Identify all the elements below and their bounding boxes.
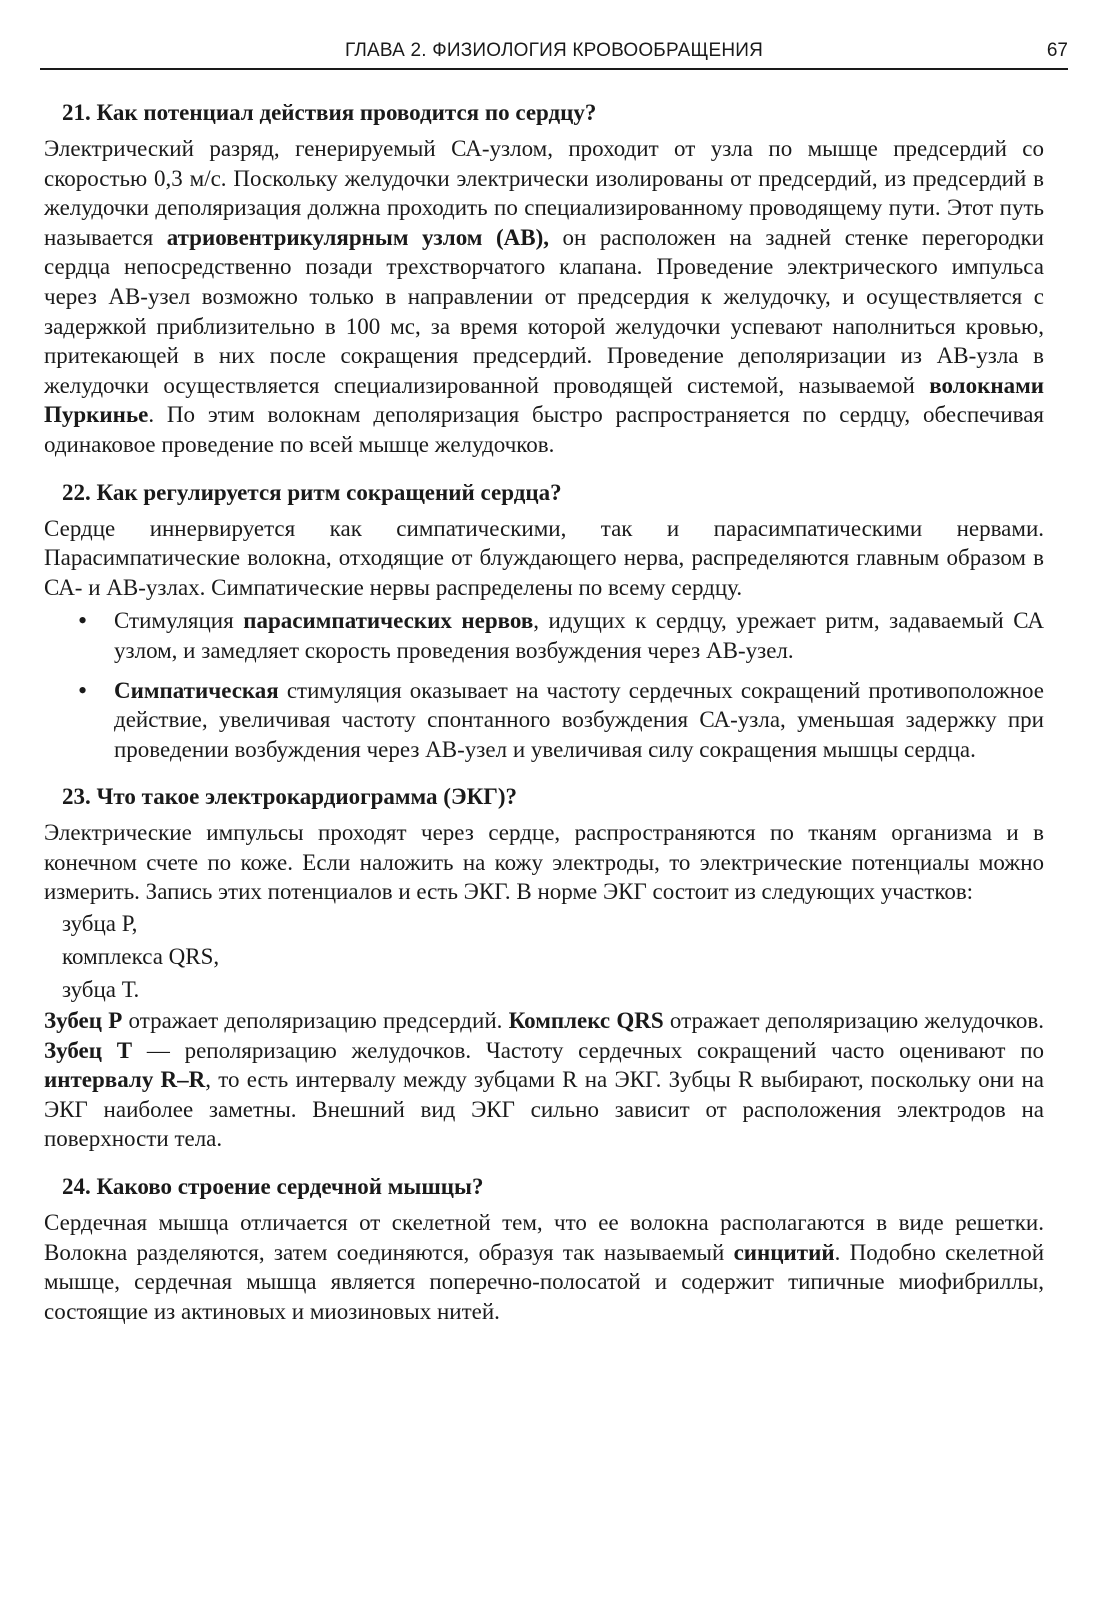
list-item: зубца Т. [62,977,140,1003]
text-run: отражает деполяризацию желудочков. [663,1008,1044,1034]
text-run: Сердечная мышца отличается от скелетной тем, что ее волокна располагаются в виде решетки. Волокна разделяются, затем соединяются, образуя так называемый [44,1210,1044,1265]
running-header [40,36,1068,70]
ecg-components-list [62,907,1044,1006]
text-run: он расположен на задней стенке перегородки сердца непосредственно позади трехстворчатого клапана. Проведение электрического импульса через АВ-узел возможно только в направлении от предсердия к желудочку, и осуществляется с задержкой приблизительно в 100 мс, за время которой желудочки успевают наполниться кровью, притекающей в них после сокращения предсердий. Проведение деполяризации из АВ-узла в желудочки осуществляется специализированной проводящей системой, называемой [44,224,1044,398]
answer-paragraph [44,134,1044,460]
question-heading: 22. Как регулируется ритм сокращений сердца? [62,479,562,505]
section-q21 [44,98,1044,460]
bullet-list [44,606,1044,764]
list-item [44,676,1044,765]
answer-paragraph: Электрические импульсы проходят через сердце, распространяются по тканям организма и в конечном счете по коже. Если наложить на кожу электроды, то электрические потенциалы можно измерить. Запись этих потенциалов и есть ЭКГ. В норме ЭКГ состоит из следующих участков: [44,820,1044,905]
term-bold: атриовентрикулярным узлом (АВ), [166,224,549,250]
list-item: комплекса QRS, [62,944,220,970]
text-run: . По этим волокнам деполяризация быстро распространяется по сердцу, обеспечивая одинаковое проведение по всей мышце желудочков. [44,402,1044,457]
text-run: Стимуляция [114,608,244,634]
section-q23 [44,782,1044,1154]
term-bold: Зубец Р [44,1008,123,1034]
term-bold: парасимпатических нервов [243,608,534,634]
term-bold: интервалу R–R [44,1067,206,1093]
text-run: , идущих к сердцу, урежает ритм, задаваемый СА узлом, и замедляет скорость проведения возбуждения через АВ-узел. [114,608,1045,663]
chapter-title: ГЛАВА 2. ФИЗИОЛОГИЯ КРОВООБРАЩЕНИЯ [344,40,764,61]
section-q22 [44,478,1044,765]
list-item [44,606,1044,665]
answer-paragraph [44,1208,1044,1326]
term-bold: Зубец Т [44,1037,133,1063]
text-run: — реполяризацию желудочков. Частоту сердечных сокращений часто оценивают по [132,1037,1045,1063]
text-run: , то есть интервалу между зубцами R на ЭКГ. Зубцы R выбирают, поскольку они на ЭКГ наиболее заметны. Внешний вид ЭКГ сильно зависит от расположения электродов на поверхности тела. [44,1067,1044,1152]
term-bold: Комплекс QRS [508,1008,664,1034]
question-heading: 23. Что такое электрокардиограмма (ЭКГ)? [62,784,518,810]
text-run: отражает деполяризацию предсердий. [122,1008,509,1034]
text-run: Электрический разряд, генерируемый СА-узлом, проходит от узла по мышце предсердий со скоростью 0,3 м/с. Поскольку желудочки электрически изолированы от предсердий, из предсердий в желудочки деполяризация должна проходить по специализированному проводящему пути. Этот путь называется [44,136,1044,250]
answer-paragraph: Сердце иннервируется как симпатическими, так и парасимпатическими нервами. Парасимпатические волокна, отходящие от блуждающего нерва, распределяются главным образом в СА- и АВ-узлах. Симпатические нервы распределены по всему сердцу. [44,515,1044,600]
question-heading: 21. Как потенциал действия проводится по сердцу? [62,100,597,125]
term-bold: волокнами Пуркинье [44,372,1044,428]
term-bold: синцитий [733,1239,835,1265]
section-q24 [44,1172,1044,1326]
page-content [44,98,1044,1344]
answer-paragraph [44,1006,1044,1154]
page-number: 67 [1046,40,1068,61]
list-item: зубца Р, [62,911,138,937]
text-run: стимуляция оказывает на частоту сердечных сокращений противоположное действие, увеличивая частоту спонтанного возбуждения СА-узла, уменьшая задержку при проведении возбуждения через АВ-узел и увеличивая силу сокращения мышцы сердца. [114,677,1044,762]
question-heading: 24. Каково строение сердечной мышцы? [62,1174,484,1200]
text-run: . Подобно скелетной мышце, сердечная мышца является поперечно-полосатой и содержит типичные миофибриллы, состоящие из актиновых и миозиновых нитей. [44,1239,1045,1324]
term-bold: Симпатическая [114,677,279,703]
